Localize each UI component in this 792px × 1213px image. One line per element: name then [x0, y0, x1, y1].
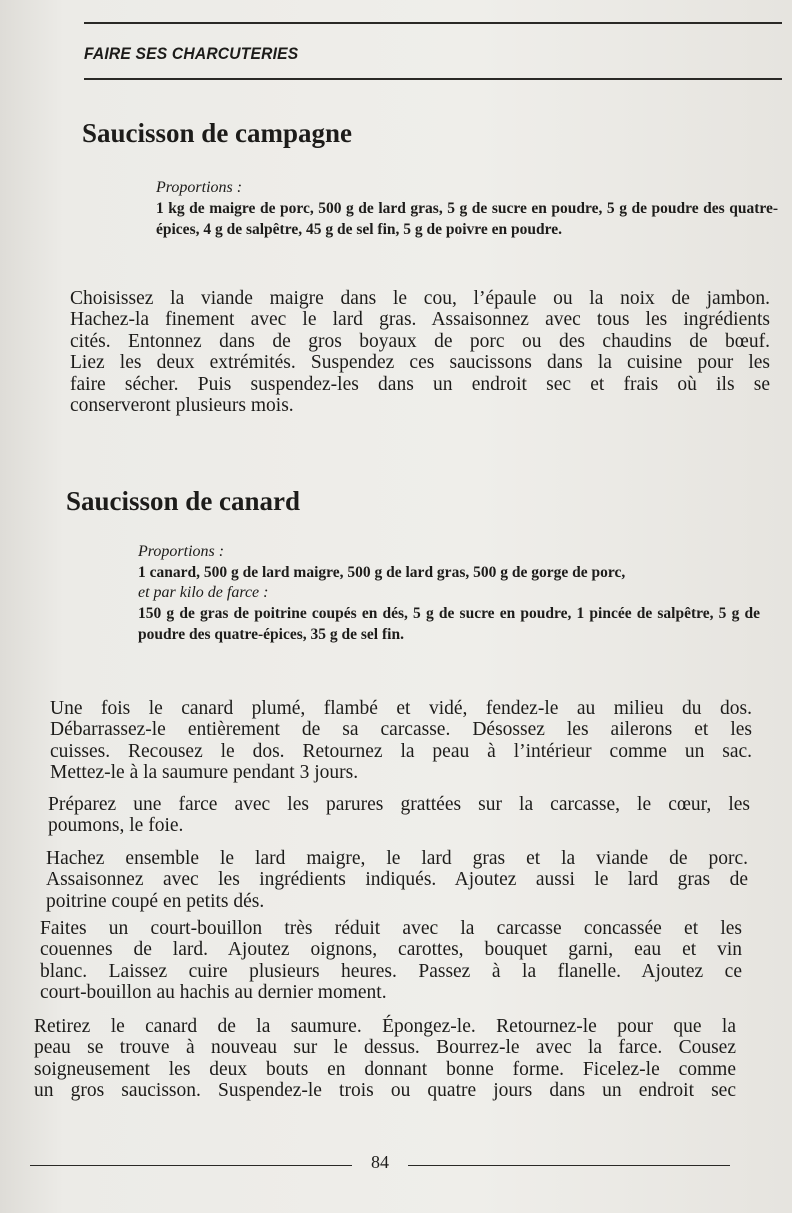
text-line: soigneusement les deux bouts en donnant bonne forme. Ficelez-le comme [34, 1058, 736, 1080]
text-line: Préparez une farce avec les parures grattées sur la carcasse, le cœur, les [48, 794, 750, 815]
paragraph [46, 848, 748, 912]
page-number: 84 [371, 1152, 389, 1172]
text-line: Hachez ensemble le lard maigre, le lard gras et la viande de porc. [46, 848, 748, 869]
proportions-label: Proportions : [156, 179, 243, 196]
footer-rule-left [30, 1165, 352, 1166]
paragraph [40, 918, 742, 1004]
section-title-canard: Saucisson de canard [66, 486, 301, 516]
text-line: Hachez-la finement avec le lard gras. Assaisonnez avec tous les ingrédients [70, 309, 770, 331]
running-head: FAIRE SES CHARCUTERIES [84, 44, 299, 63]
per-kilo-label: et par kilo de farce : [138, 584, 269, 601]
text-line: Retirez le canard de la saumure. Épongez-le. Retournez-le pour que la [34, 1016, 736, 1037]
text-line: court-bouillon au hachis au dernier moment. [40, 982, 387, 1004]
text-line: faire sécher. Puis suspendez-les dans un endroit sec et frais où ils se [70, 373, 770, 395]
footer-rule-right [408, 1165, 730, 1166]
ingredients-list: 1 kg de maigre de porc, 500 g de lard gras, 5 g de sucre en poudre, 5 g de poudre des quatre-épices, 4 g de salpêtre, 45 g de sel fin, 5 g de poivre en poudre. [156, 200, 778, 238]
text-line: Faites un court-bouillon très réduit avec la carcasse concassée et les [40, 918, 742, 939]
text-line: un gros saucisson. Suspendez-le trois ou quatre jours dans un endroit sec [34, 1080, 736, 1102]
text-line: cuisses. Recousez le dos. Retournez la peau à l’intérieur comme un sac. [50, 740, 752, 762]
text-line: Mettez-le à la saumure pendant 3 jours. [50, 762, 359, 784]
paragraph [48, 794, 750, 837]
text-line: Débarrassez-le entièrement de sa carcasse. Désossez les ailerons et les [50, 719, 752, 741]
text-line: Assaisonnez avec les ingrédients indiqués. Ajoutez aussi le lard gras de [46, 869, 748, 891]
paragraph [34, 1016, 736, 1102]
text-line: couennes de lard. Ajoutez oignons, carottes, bouquet garni, eau et vin [40, 939, 742, 961]
paragraph [50, 698, 752, 784]
paragraph [70, 288, 770, 416]
text-line: Choisissez la viande maigre dans le cou, l’épaule ou la noix de jambon. [70, 288, 770, 309]
text-line: conserveront plusieurs mois. [70, 395, 294, 417]
section-title-campagne: Saucisson de campagne [82, 118, 353, 148]
ingredients-list: 1 canard, 500 g de lard maigre, 500 g de lard gras, 500 g de gorge de porc, [138, 564, 626, 581]
text-line: blanc. Laissez cuire plusieurs heures. Passez à la flanelle. Ajoutez ce [40, 960, 742, 982]
text-line: poumons, le foie. [48, 815, 184, 837]
header-rule [84, 78, 782, 80]
text-line: peau se trouve à nouveau sur le dessus. Bourrez-le avec la farce. Cousez [34, 1037, 736, 1059]
text-line: Liez les deux extrémités. Suspendez ces saucissons dans la cuisine pour les [70, 352, 770, 374]
text-line: Une fois le canard plumé, flambé et vidé, fendez-le au milieu du dos. [50, 698, 752, 719]
farce-ingredients-list: 150 g de gras de poitrine coupés en dés, 5 g de sucre en poudre, 1 pincée de salpêtre, 5 g de poudre des quatre-épices, 35 g de sel fin. [138, 605, 760, 643]
top-rule [84, 22, 782, 24]
text-line: cités. Entonnez dans de gros boyaux de porc ou des chaudins de bœuf. [70, 330, 770, 352]
proportions-label: Proportions : [138, 543, 225, 560]
text-line: poitrine coupé en petits dés. [46, 890, 265, 912]
proportions-block-canard [138, 542, 760, 645]
proportions-block-campagne [156, 178, 778, 240]
